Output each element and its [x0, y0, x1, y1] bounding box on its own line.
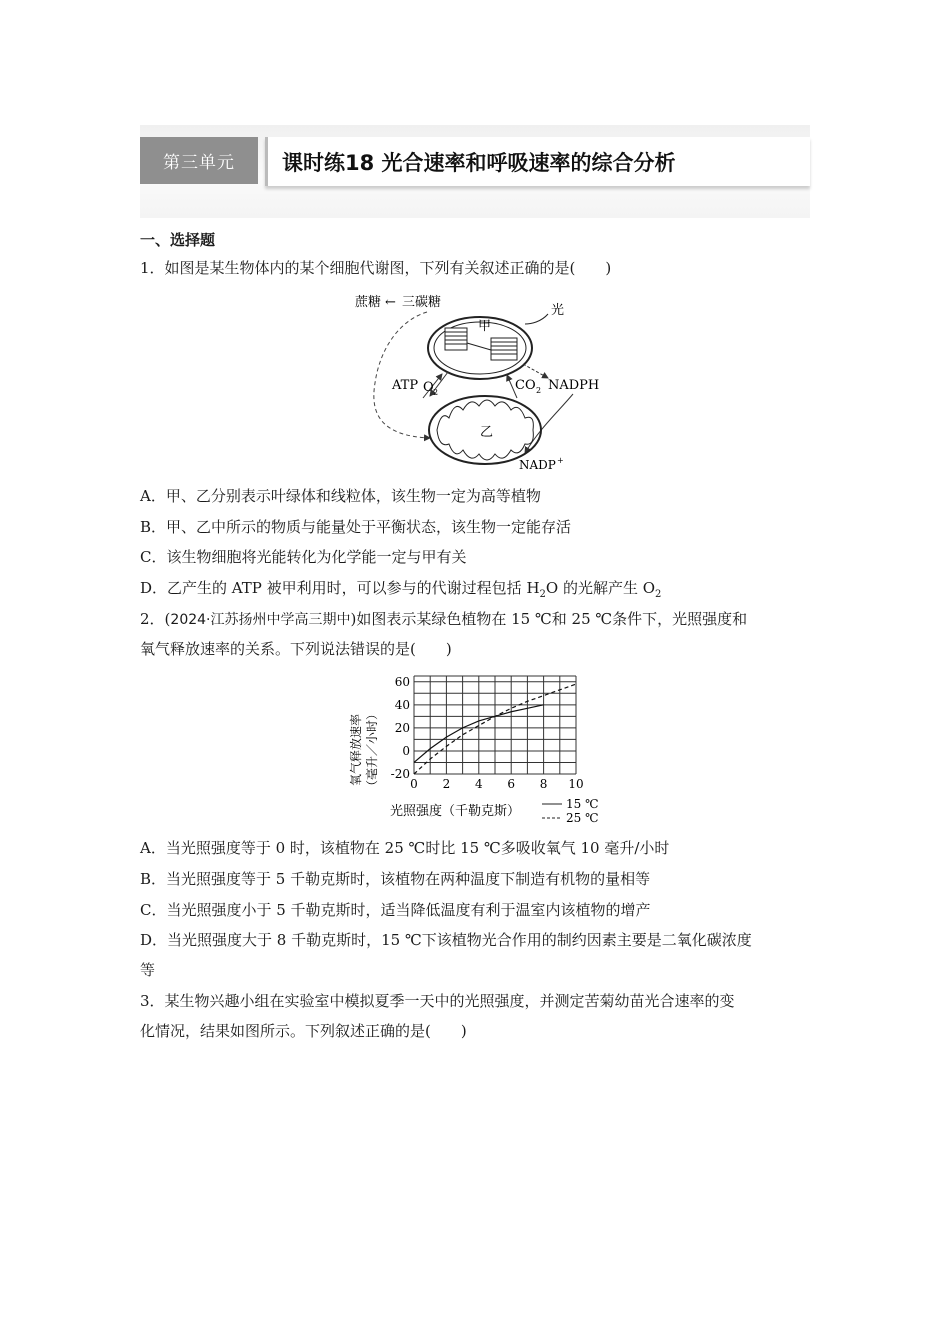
section-title: 一、选择题	[140, 231, 216, 249]
q1-option-b: B．甲、乙中所示的物质与能量处于平衡状态，该生物一定能存活	[140, 518, 572, 536]
q1-option-d-text: D．乙产生的 ATP 被甲利用时，可以参与的代谢过程包括 H	[140, 579, 540, 597]
y-tick-label: 40	[394, 697, 410, 712]
q1-option-d-text2: O 的光解产生 O	[545, 579, 656, 597]
x-tick-label: 0	[410, 777, 418, 791]
x-tick-label: 4	[474, 777, 483, 791]
co2-subscript: 2	[536, 386, 542, 395]
q1-option-c: C．该生物细胞将光能转化为化学能一定与甲有关	[140, 548, 467, 566]
q2-option-b: B．当光照强度等于 5 千勒克斯时，该植物在两种温度下制造有机物的量相等	[140, 870, 651, 888]
nadph-label: NADPH	[548, 378, 600, 393]
q3-stem-line1: 3．某生物兴趣小组在实验室中模拟夏季一天中的光照强度，并测定苦菊幼苗光合速率的变	[140, 992, 735, 1010]
legend-label-25c: 25 ℃	[566, 811, 599, 825]
nadp-superscript: +	[557, 456, 564, 465]
unit-label: 第三单元	[140, 137, 258, 184]
q1-option-a: A．甲、乙分别表示叶绿体和线粒体，该生物一定为高等植物	[140, 487, 541, 505]
nadp-label: NADP	[519, 458, 556, 472]
co2-label: CO	[515, 378, 536, 393]
legend-label-15c: 15 ℃	[566, 797, 599, 811]
yi-label: 乙	[480, 425, 494, 440]
light-pointer	[525, 314, 548, 324]
lesson-title: 课时练18 光合速率和呼吸速率的综合分析	[265, 137, 810, 186]
jia-label: 甲	[478, 319, 492, 334]
q2-option-c: C．当光照强度小于 5 千勒克斯时，适当降低温度有利于温室内该植物的增产	[140, 901, 651, 919]
x-tick-label: 6	[507, 777, 516, 791]
y-axis-label-line2: （毫升／小时）	[365, 707, 379, 793]
triose-arrow: ←	[385, 295, 396, 310]
y-tick-label: -20	[390, 767, 410, 781]
y-tick-label: 0	[402, 743, 410, 758]
grana-right	[491, 338, 517, 360]
x-tick-label: 10	[568, 777, 584, 791]
light-label: 光	[551, 303, 565, 318]
x-tick-label: 2	[442, 777, 451, 791]
q2-option-a: A．当光照强度等于 0 时，该植物在 25 ℃时比 15 ℃多吸收氧气 10 毫升/小时	[140, 839, 670, 857]
q2-option-d-line1: D．当光照强度大于 8 千勒克斯时，15 ℃下该植物光合作用的制约因素主要是二氧化碳浓度	[140, 931, 752, 949]
o2-label: O	[423, 380, 434, 395]
q2-stem-pre: 2．(	[140, 610, 171, 628]
oxygen-release-chart	[310, 668, 620, 828]
q1-option-d-sub2: 2	[655, 589, 662, 600]
chart-grid	[414, 676, 576, 774]
sucrose-label: 蔗糖	[355, 295, 382, 310]
y-tick-label: 20	[394, 720, 410, 735]
o2-subscript: 2	[433, 388, 439, 397]
triose-label: 三碳糖	[402, 295, 442, 310]
q2-option-d-line2: 等	[140, 961, 156, 979]
q3-stem-line2: 化情况，结果如图所示。下列叙述正确的是( )	[140, 1022, 467, 1040]
nadph-arrow	[523, 364, 548, 378]
x-axis-label: 光照强度（千勒克斯）	[390, 804, 521, 819]
q2-source: 2024·江苏扬州中学高三期中	[170, 612, 351, 628]
q1-stem: 1．如图是某生物体内的某个细胞代谢图，下列有关叙述正确的是( )	[140, 259, 612, 277]
q2-stem-line2: 氧气释放速率的关系。下列说法错误的是( )	[140, 640, 452, 658]
q1-option-d-sub: 2	[539, 589, 546, 600]
y-tick-label: 60	[394, 674, 410, 689]
grana-connector	[467, 343, 491, 350]
dashed-loop-arrow	[374, 312, 430, 438]
q1-option-d	[140, 577, 661, 606]
q2-stem-post: )如图表示某绿色植物在 15 ℃和 25 ℃条件下，光照强度和	[350, 610, 748, 628]
q2-stem-line1	[140, 608, 747, 631]
grana-left	[445, 328, 467, 350]
nadph-to-nadp-arrow	[525, 394, 573, 453]
atp-label: ATP	[392, 378, 419, 393]
y-axis-label-line1: 氧气释放速率	[349, 713, 363, 787]
x-tick-label: 8	[539, 777, 548, 791]
cell-metabolism-diagram	[345, 288, 615, 478]
